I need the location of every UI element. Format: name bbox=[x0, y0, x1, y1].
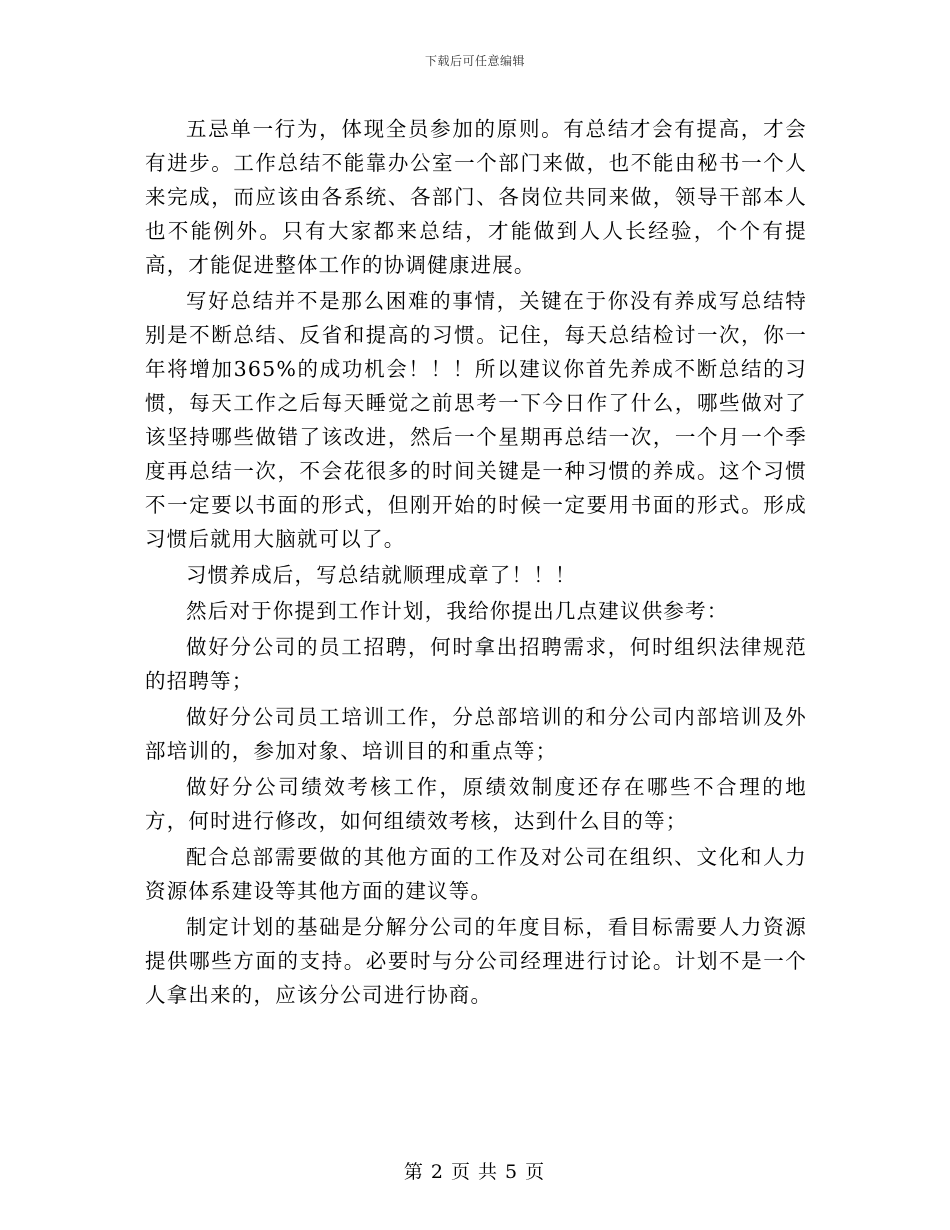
paragraph: 配合总部需要做的其他方面的工作及对公司在组织、文化和人力资源体系建设等其他方面的建议等。 bbox=[145, 845, 807, 903]
footer-suffix: 页 bbox=[525, 1161, 547, 1183]
paragraph: 做好分公司员工培训工作，分总部培训的和分公司内部培训及外部培训的，参加对象、培训目的和重点等； bbox=[145, 705, 807, 763]
paragraph: 制定计划的基础是分解分公司的年度目标，看目标需要人力资源提供哪些方面的支持。必要时与分公司经理进行讨论。计划不是一个人拿出来的，应该分公司进行协商。 bbox=[145, 915, 807, 1007]
footer-total-word: 共 bbox=[478, 1161, 500, 1183]
footer-prefix: 第 bbox=[403, 1161, 425, 1183]
document-body bbox=[145, 112, 807, 1014]
page-footer bbox=[0, 1157, 950, 1184]
paragraph: 写好总结并不是那么困难的事情，关键在于你没有养成写总结特别是不断总结、反省和提高的习惯。记住，每天总结检讨一次，你一年将增加365%的成功机会！！！所以建议你首先养成不断总结的习惯，每天工作之后每天睡觉之前思考一下今日作了什么，哪些做对了该坚持哪些做错了该改进，然后一个星期再总结一次，一个月一个季度再总结一次，不会花很多的时间关键是一种习惯的养成。这个习惯不一定要以书面的形式，但刚开始的时候一定要用书面的形式。形成习惯后就用大脑就可以了。 bbox=[145, 289, 807, 551]
paragraph: 做好分公司的员工招聘，何时拿出招聘需求，何时组织法律规范的招聘等； bbox=[145, 635, 807, 693]
footer-page-word: 页 bbox=[450, 1161, 472, 1183]
footer-total-pages: 5 bbox=[505, 1161, 520, 1183]
paragraph: 做好分公司绩效考核工作，原绩效制度还存在哪些不合理的地方，何时进行修改，如何组绩效考核，达到什么目的等； bbox=[145, 775, 807, 833]
paragraph: 习惯养成后，写总结就顺理成章了！！！ bbox=[186, 563, 577, 587]
paragraph: 然后对于你提到工作计划，我给你提出几点建议供参考： bbox=[186, 599, 729, 623]
footer-current-page: 2 bbox=[430, 1161, 445, 1183]
paragraph: 五忌单一行为，体现全员参加的原则。有总结才会有提高，才会有进步。工作总结不能靠办公室一个部门来做，也不能由秘书一个人来完成，而应该由各系统、各部门、各岗位共同来做，领导干部本人也不能例外。只有大家都来总结，才能做到人人长经验，个个有提高，才能促进整体工作的协调健康进展。 bbox=[145, 117, 807, 277]
page-header: 下载后可任意编辑 bbox=[424, 54, 525, 68]
